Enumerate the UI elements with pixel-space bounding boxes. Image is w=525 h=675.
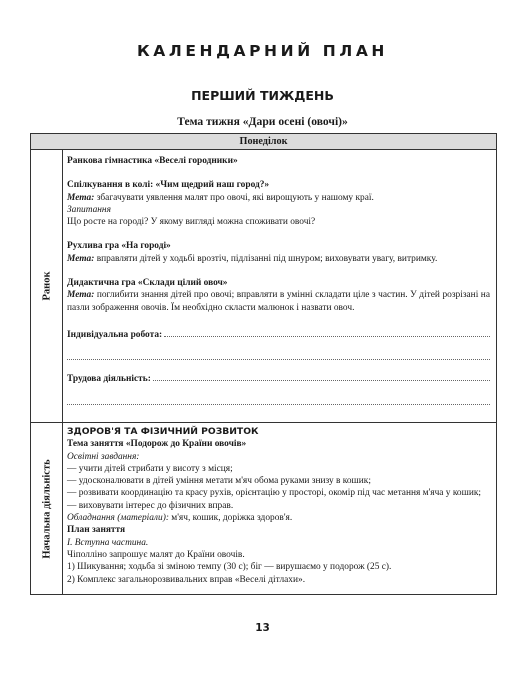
week-title: ПЕРШИЙ ТИЖДЕНЬ <box>191 88 334 103</box>
week-theme <box>0 115 525 128</box>
game2-title: Дидактична гра «Склади цілий овоч» <box>67 278 228 289</box>
task-item: — удосконалювати в дітей уміння метати м'яч обома руками знизу в кошик; <box>67 476 371 487</box>
page-number: 13 <box>255 622 270 634</box>
column-divider <box>62 150 63 594</box>
individual-work-line-2 <box>67 341 490 360</box>
labor-activity-label: Трудова діяльність: <box>67 374 151 385</box>
theme-value: «Дари осені (овочі)» <box>242 115 348 128</box>
task-item: — виховувати інтерес до фізичних вправ. <box>67 500 234 511</box>
questions-text: Що росте на городі? У якому вигляді можна споживати овочі? <box>67 217 316 228</box>
lesson-heading: ЗДОРОВ'Я ТА ФІЗИЧНИЙ РОЗВИТОК <box>67 426 259 437</box>
plan-step-1: 1) Шикування; ходьба зі зміною темпу (30 с); біг — вирушаємо у подорож (25 с). <box>67 562 392 573</box>
part1-label: I. Вступна частина. <box>67 537 149 548</box>
labor-activity-line-2 <box>67 386 490 405</box>
day-header: Понеділок <box>31 134 496 150</box>
labor-activity-row <box>67 370 490 385</box>
individual-work-row <box>67 326 490 341</box>
task-item: — розвивати координацію та красу рухів, орієнтацію у просторі, окомір під час метання м'яча у кошик; <box>67 488 481 499</box>
section-morning-content <box>67 155 490 405</box>
section-lesson-content <box>67 426 490 586</box>
labor-activity-line <box>153 370 490 381</box>
talk-goal: Мета: збагачувати уявлення малят про овочі, які вирощують у нашому краї. <box>67 192 374 203</box>
game2-goal: Мета: поглибити знання дітей про овочі; вправляти в умінні складати ціле з частин. У дітей розрізані на пазли зображення овочів. Їм необхідно скласти малюнок і назвати овоч. <box>67 290 490 313</box>
equipment: Обладнання (матеріали): м'яч, кошик, доріжка здоров'я. <box>67 513 293 524</box>
individual-work-label: Індивідуальна робота: <box>67 329 163 340</box>
individual-work-line <box>164 326 490 337</box>
calendar-plan-table <box>30 133 497 595</box>
page-title: КАЛЕНДАРНИЙ ПЛАН <box>137 42 388 60</box>
task-item: — учити дітей стрибати у висоту з місця; <box>67 463 233 474</box>
game1-goal: Мета: вправляти дітей у ходьбі врозтіч, підлізанні під шнуром; виховувати увагу, витримку. <box>67 253 438 264</box>
talk-title: Спілкування в колі: «Чим щедрий наш город?» <box>67 180 270 191</box>
tasks-label: Освітні завдання: <box>67 451 140 462</box>
questions-label: Запитання <box>67 204 111 215</box>
section-label-lesson: Начальна діяльність <box>41 459 52 559</box>
section-divider <box>31 422 496 423</box>
section-label-morning: Ранок <box>41 271 52 301</box>
plan-label: План заняття <box>67 525 126 536</box>
part1-text: Чіполліно запрошує малят до Країни овочів. <box>67 549 245 560</box>
gymnastics-title: Ранкова гімнастика «Веселі городники» <box>67 156 238 166</box>
game1-title: Рухлива гра «На городі» <box>67 241 171 252</box>
lesson-topic: Тема заняття «Подорож до Країни овочів» <box>67 439 247 450</box>
plan-step-2: 2) Комплекс загальнорозвивальних вправ «Веселі дітлахи». <box>67 574 306 585</box>
theme-label: Тема тижня <box>177 115 240 128</box>
